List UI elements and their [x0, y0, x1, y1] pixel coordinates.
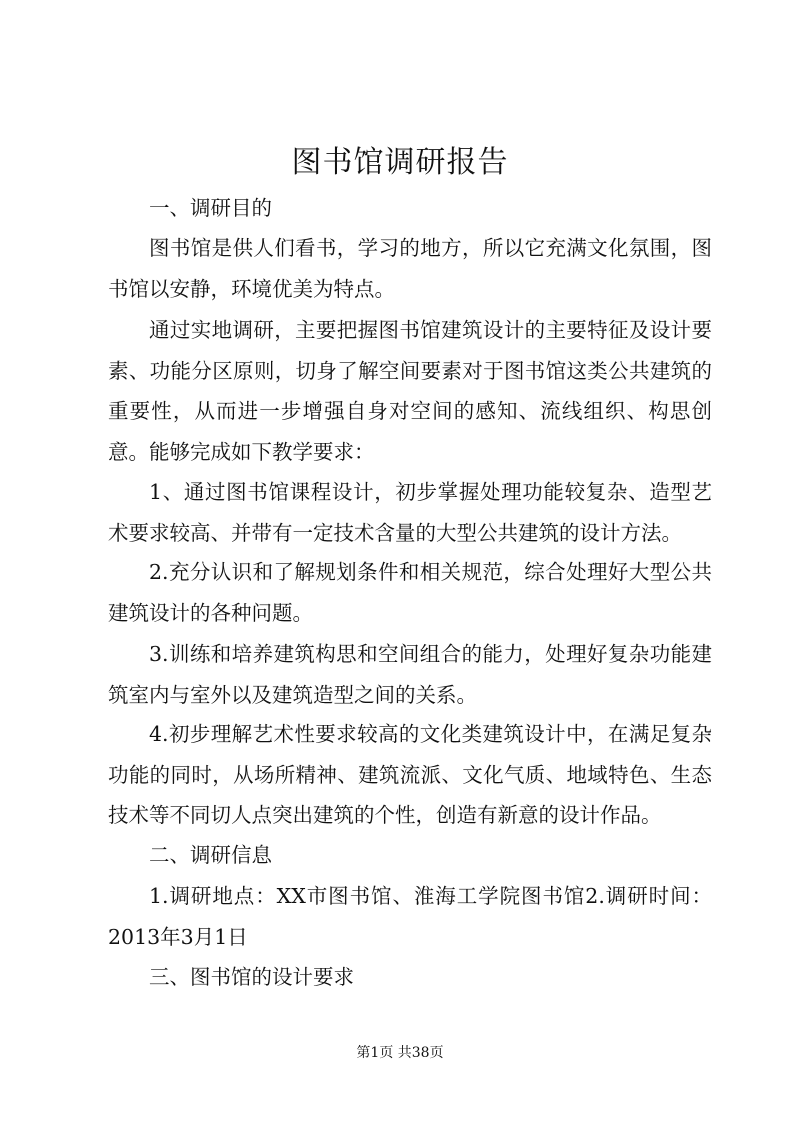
- page-footer: 第1页 共38页: [356, 1045, 444, 1061]
- paragraph-research-goals: 通过实地调研，主要把握图书馆建筑设计的主要特征及设计要素、功能分区原则，切身了解空间要素对于图书馆这类公共建筑的重要性，从而进一步增强自身对空间的感知、流线组织、构思创意。能够完成如下教学要求：: [108, 318, 712, 464]
- paragraph-library-intro: 图书馆是供人们看书，学习的地方，所以它充满文化氛围，图书馆以安静，环境优美为特点。: [108, 236, 712, 301]
- paragraph-requirement-3: 3.训练和培养建筑构思和空间组合的能力，处理好复杂功能建筑室内与室外以及建筑造型之间的关系。: [108, 642, 712, 707]
- section-heading-purpose: 一、调研目的: [149, 196, 272, 220]
- section-heading-design: 三、图书馆的设计要求: [149, 965, 354, 989]
- paragraph-research-info: 1.调研地点：XX市图书馆、淮海工学院图书馆2.调研时间：2013年3月1日: [108, 884, 712, 949]
- section-heading-info: 二、调研信息: [149, 843, 272, 867]
- paragraph-requirement-2: 2.充分认识和了解规划条件和相关规范，综合处理好大型公共建筑设计的各种问题。: [108, 560, 712, 625]
- paragraph-requirement-4: 4.初步理解艺术性要求较高的文化类建筑设计中，在满足复杂功能的同时，从场所精神、建筑流派、文化气质、地域特色、生态技术等不同切人点突出建筑的个性，创造有新意的设计作品。: [108, 722, 712, 827]
- paragraph-requirement-1: 1、通过图书馆课程设计，初步掌握处理功能较复杂、造型艺术要求较高、并带有一定技术含量的大型公共建筑的设计方法。: [108, 480, 712, 545]
- document-title: 图书馆调研报告: [291, 145, 509, 180]
